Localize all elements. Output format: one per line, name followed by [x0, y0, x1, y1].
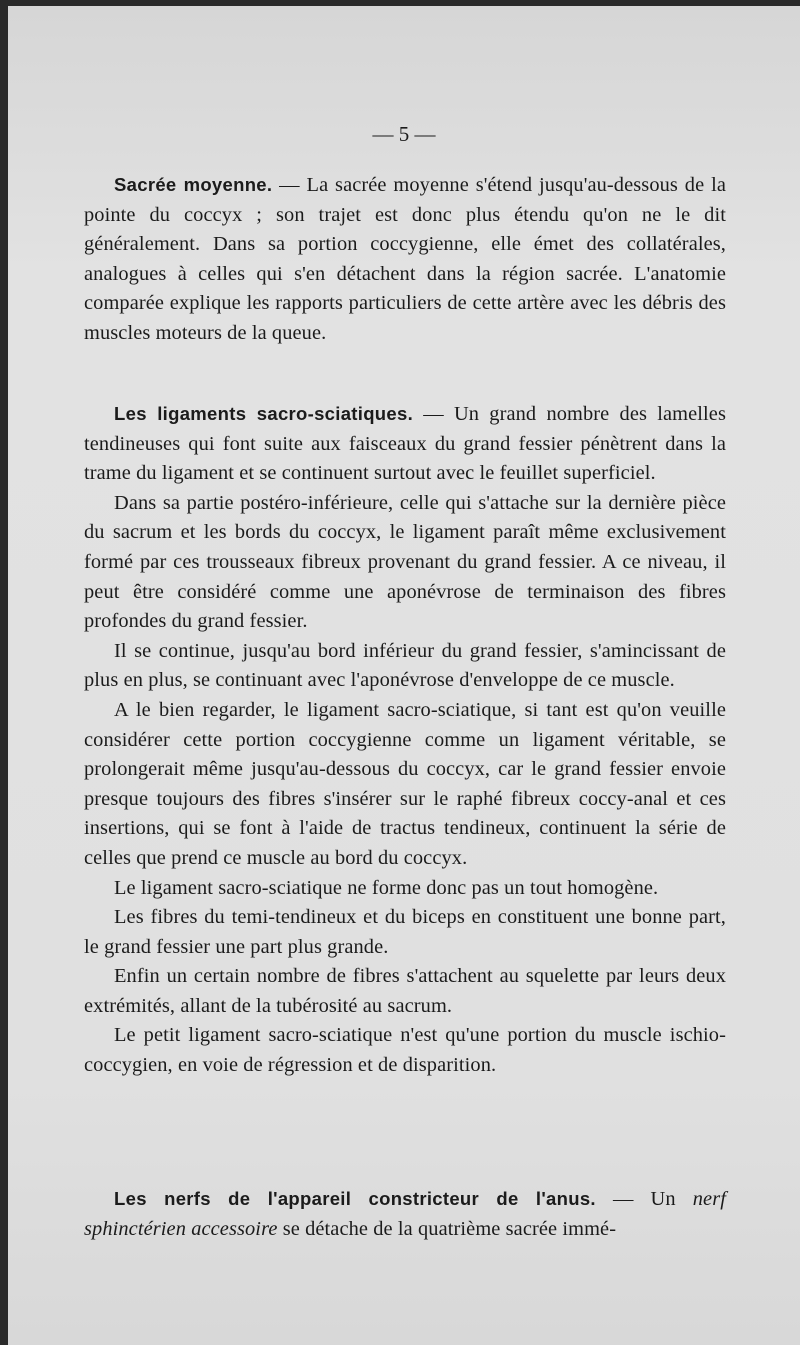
- paragraph-text-ligaments: — Un grand nombre des lamelles tendineuses qui font suite aux faisceaux du grand fessier pénètrent dans la trame du ligament et se continuent surtout avec le feuillet superficiel.: [84, 403, 726, 485]
- section-nerfs: [84, 1184, 726, 1244]
- section-heading-ligaments: Les ligaments sacro-sciatiques.: [114, 403, 414, 424]
- book-page: [8, 6, 800, 1345]
- paragraph-ligaments-intro: [84, 399, 726, 489]
- paragraph-text-nerfs-after: se détache de la quatrième sacrée immé-: [277, 1217, 617, 1240]
- section-sacree-moyenne: [84, 170, 726, 349]
- paragraph: Le ligament sacro-sciatique ne forme donc pas un tout homogène.: [114, 876, 659, 899]
- paragraph-text-nerfs-italic: nerf sphinctérien accessoire: [84, 1188, 726, 1240]
- paragraph: Il se continue, jusqu'au bord inférieur du grand fessier, s'amincissant de plus en plus, se continuant avec l'aponévrose d'enveloppe de ce muscle.: [84, 639, 726, 692]
- paragraph-text-nerfs-before: — Un: [595, 1188, 693, 1210]
- section-ligaments: [84, 399, 726, 1081]
- paragraph: Les fibres du temi-tendineux et du biceps en constituent une bonne part, le grand fessier une part plus grande.: [84, 906, 726, 958]
- paragraph-sacree: [84, 170, 726, 349]
- paragraph-text-sacree: — La sacrée moyenne s'étend jusqu'au-dessous de la pointe du coccyx ; son trajet est donc plus étendu qu'on ne le dit généralement. Dans sa portion coccygienne, elle émet des collatérales, analogues à celles qui s'en détachent dans la région sacrée. L'anatomie comparée explique les rapports particuliers de cette artère avec les débris des muscles moteurs de la queue.: [84, 174, 726, 344]
- paragraph: A le bien regarder, le ligament sacro-sciatique, si tant est qu'on veuille considérer cette portion coccygienne comme un ligament véritable, se prolongerait même jusqu'au-dessous du coccyx, car le grand fessier envoie presque toujours des fibres s'insérer sur le raphé fibreux coccy-anal et ces insertions, qui se font à l'aide de tractus tendineux, continuent la série de celles que prend ce muscle au bord du coccyx.: [84, 698, 726, 869]
- paragraph: Enfin un certain nombre de fibres s'attachent au squelette par leurs deux extrémités, allant de la tubérosité au sacrum.: [84, 965, 726, 1017]
- section-heading-nerfs: Les nerfs de l'appareil constricteur de l'anus.: [114, 1188, 596, 1209]
- paragraph: Le petit ligament sacro-sciatique n'est qu'une portion du muscle ischio-coccygien, en voie de régression et de disparition.: [84, 1024, 726, 1077]
- paragraph: Dans sa partie postéro-inférieure, celle qui s'attache sur la dernière pièce du sacrum et les bords du coccyx, le ligament paraît même exclusivement formé par ces trousseaux fibreux provenant du grand fessier. A ce niveau, il peut être considéré comme une aponévrose de terminaison des fibres profondes du grand fessier.: [84, 491, 726, 633]
- page-number: — 5 —: [372, 122, 436, 146]
- paragraph-nerfs: [84, 1184, 726, 1244]
- section-heading-sacree: Sacrée moyenne.: [114, 174, 273, 195]
